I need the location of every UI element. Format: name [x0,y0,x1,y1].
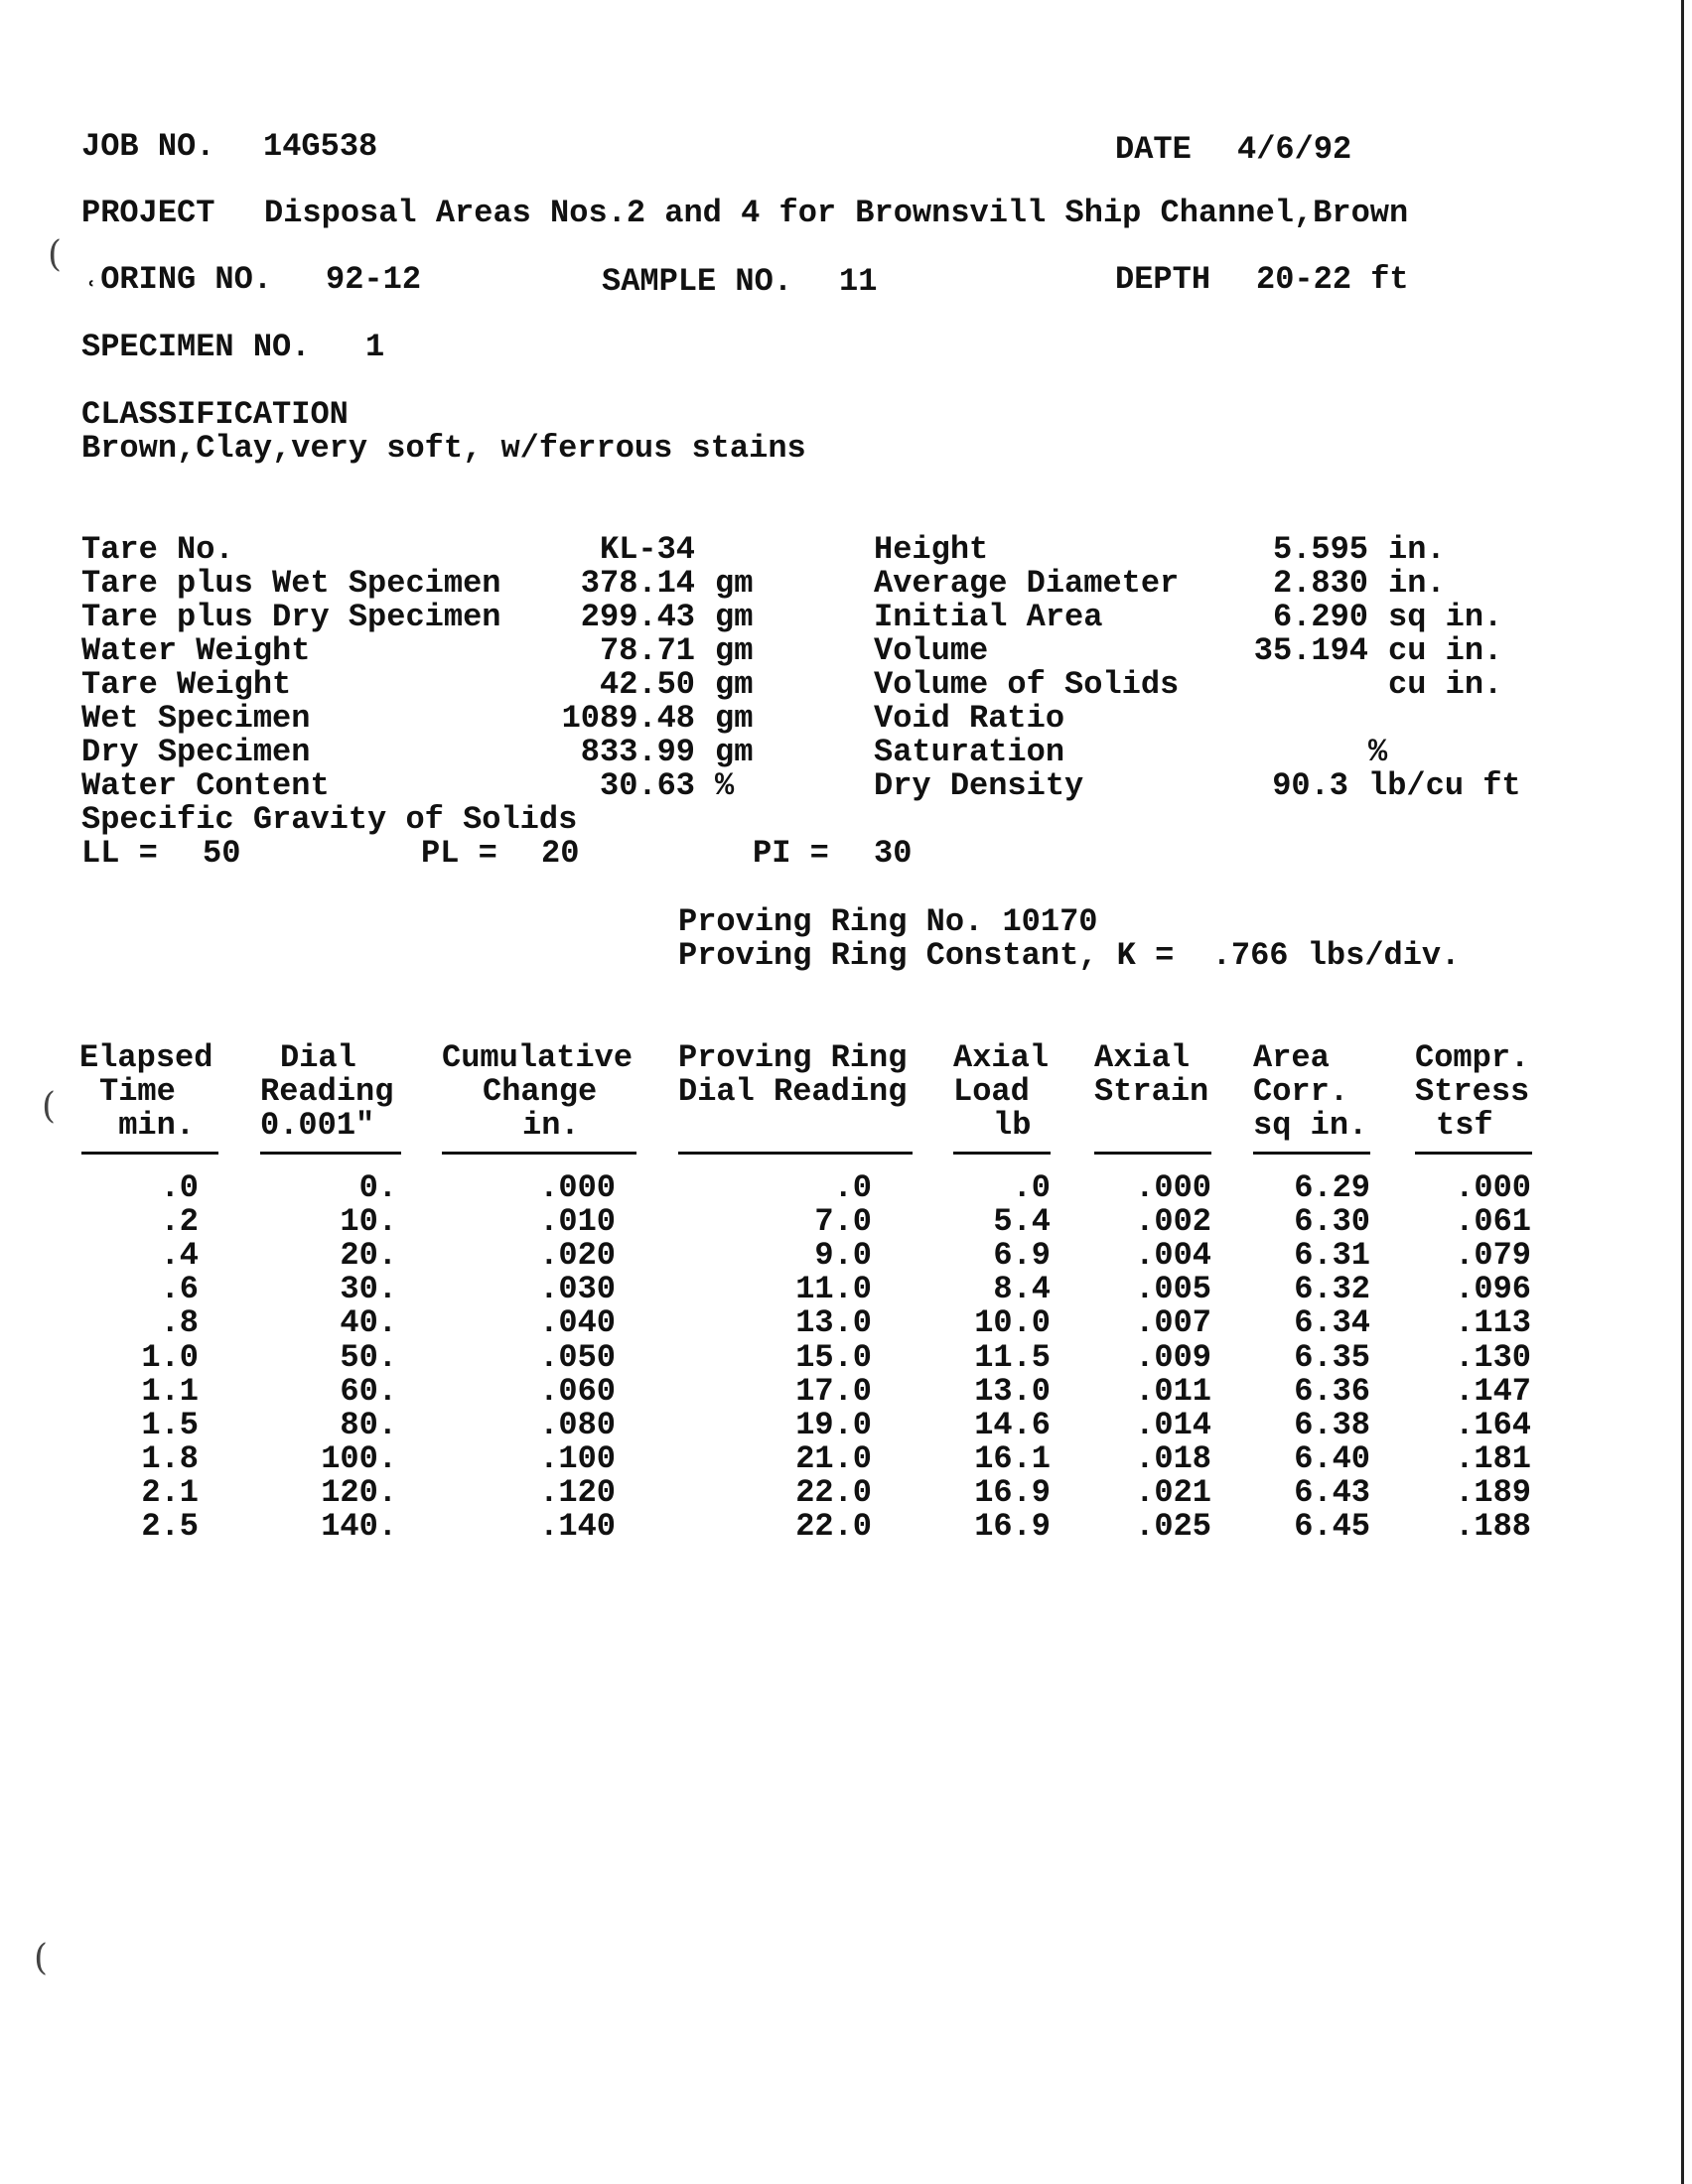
cell-cumulative-change: .140 [539,1508,616,1545]
cell-proving-ring-reading: 9.0 [814,1237,872,1275]
cell-proving-ring-reading: 11.0 [795,1271,872,1308]
cell-axial-load: 16.1 [974,1439,1051,1477]
cell-elapsed-time: .0 [160,1169,199,1206]
cell-compr-stress: .096 [1455,1271,1531,1308]
cell-axial-strain: .014 [1135,1406,1211,1443]
cell-elapsed-time: 2.5 [141,1508,199,1545]
cell-axial-strain: .021 [1135,1473,1211,1511]
cell-dial-reading: 10. [340,1203,397,1241]
cell-compr-stress: .130 [1455,1338,1531,1376]
cell-elapsed-time: .8 [160,1304,199,1342]
col-header-axial-load: lb [993,1107,1032,1144]
left-prop-label: Water Weight [81,632,311,669]
left-prop-label: Tare plus Wet Specimen [81,565,501,602]
cell-elapsed-time: 1.5 [141,1406,199,1443]
right-prop-unit: cu in. [1388,632,1503,669]
right-prop-value: 5.595 [1272,531,1368,568]
cell-dial-reading: 80. [340,1406,397,1443]
cell-elapsed-time: .2 [160,1203,199,1241]
cell-compr-stress: .147 [1455,1372,1531,1410]
cell-proving-ring-reading: 22.0 [795,1508,872,1545]
left-prop-unit: gm [715,599,754,635]
table-row [0,1306,1692,1340]
cell-dial-reading: 0. [358,1169,397,1206]
left-prop-label: Wet Specimen [81,700,311,737]
left-prop-unit: % [715,767,735,804]
left-prop-value: 30.63 [599,767,695,804]
cell-axial-strain: .005 [1135,1271,1211,1308]
col-header-elapsed: Time [99,1073,176,1110]
project-label: PROJECT [81,195,215,231]
header-rule [442,1152,636,1155]
header-rule [260,1152,401,1155]
col-header-dial: 0.001" [260,1107,375,1144]
cell-elapsed-time: 1.8 [141,1439,199,1477]
cell-axial-load: 16.9 [974,1473,1051,1511]
right-prop-label: Average Diameter [874,565,1180,602]
page-right-edge [1681,0,1684,2184]
cell-axial-load: 13.0 [974,1372,1051,1410]
job-number: 14G538 [263,128,378,165]
cell-cumulative-change: .020 [539,1237,616,1275]
col-header-stress: tsf [1436,1107,1493,1144]
cell-cumulative-change: .010 [539,1203,616,1241]
ll-value: 50 [203,835,241,872]
cell-compr-stress: .000 [1455,1169,1531,1206]
table-row [0,1338,1692,1376]
col-header-axial-strain: Strain [1094,1073,1209,1110]
pi-value: 30 [874,835,913,872]
sample-number: 11 [839,263,878,300]
cell-proving-ring-reading: 19.0 [795,1406,872,1443]
right-prop-label: Volume [874,632,989,669]
cell-area-corr: 6.45 [1294,1508,1370,1545]
specimen-label: SPECIMEN NO. [81,329,311,365]
margin-mark: ( [48,234,63,275]
classification-label: CLASSIFICATION [81,396,349,433]
cell-dial-reading: 100. [321,1439,397,1477]
col-header-area: sq in. [1253,1107,1368,1144]
col-header-elapsed: Elapsed [79,1039,213,1076]
cell-elapsed-time: 2.1 [141,1473,199,1511]
col-header-area: Area [1253,1039,1330,1076]
cell-axial-strain: .011 [1135,1372,1211,1410]
col-header-area: Corr. [1253,1073,1349,1110]
table-row [0,1439,1692,1477]
right-prop-unit: cu in. [1388,666,1503,703]
cell-dial-reading: 50. [340,1338,397,1376]
project-name: Disposal Areas Nos.2 and 4 for Brownsvill Ship Channel,Brown [264,195,1409,231]
left-prop-value: 42.50 [599,666,695,703]
header-rule [953,1152,1051,1155]
cell-axial-load: 16.9 [974,1508,1051,1545]
right-prop-unit: lb/cu ft [1368,767,1521,804]
table-row [0,1239,1692,1273]
left-prop-unit: gm [715,565,754,602]
col-header-proving-ring: Dial Reading [678,1073,908,1110]
cell-dial-reading: 30. [340,1271,397,1308]
header-rule [81,1152,218,1155]
right-prop-label: Initial Area [874,599,1103,635]
col-header-stress: Stress [1415,1073,1530,1110]
cell-dial-reading: 40. [340,1304,397,1342]
right-prop-label: Saturation [874,734,1065,770]
left-prop-value: 1089.48 [561,700,695,737]
cell-area-corr: 6.36 [1294,1372,1370,1410]
cell-cumulative-change: .080 [539,1406,616,1443]
left-prop-label: Specific Gravity of Solids [81,801,578,838]
table-row [0,1372,1692,1410]
cell-axial-load: 6.9 [993,1237,1051,1275]
right-prop-label: Height [874,531,989,568]
right-prop-unit: % [1368,734,1388,770]
cell-elapsed-time: 1.0 [141,1338,199,1376]
header-rule [1253,1152,1370,1155]
cell-elapsed-time: .4 [160,1237,199,1275]
left-prop-unit: gm [715,734,754,770]
cell-cumulative-change: .000 [539,1169,616,1206]
boring-label: ˓ORING NO. [81,261,273,298]
right-prop-unit: in. [1388,565,1446,602]
table-row [0,1205,1692,1239]
cell-compr-stress: .113 [1455,1304,1531,1342]
right-prop-unit: sq in. [1388,599,1503,635]
cell-axial-load: 14.6 [974,1406,1051,1443]
classification-text: Brown,Clay,very soft, w/ferrous stains [81,430,806,467]
left-prop-label: Tare Weight [81,666,292,703]
cell-axial-load: 5.4 [993,1203,1051,1241]
cell-proving-ring-reading: .0 [833,1169,872,1206]
depth-value: 20-22 ft [1256,261,1409,298]
right-prop-label: Dry Density [874,767,1084,804]
table-row [0,1273,1692,1306]
cell-proving-ring-reading: 15.0 [795,1338,872,1376]
cell-axial-strain: .018 [1135,1439,1211,1477]
right-prop-value: 90.3 [1272,767,1348,804]
cell-proving-ring-reading: 13.0 [795,1304,872,1342]
left-prop-value: 833.99 [580,734,695,770]
cell-compr-stress: .164 [1455,1406,1531,1443]
left-prop-label: Dry Specimen [81,734,311,770]
cell-axial-strain: .007 [1135,1304,1211,1342]
table-row [0,1171,1692,1205]
left-prop-label: Tare No. [81,531,234,568]
col-header-dial: Dial [280,1039,356,1076]
cell-axial-load: 10.0 [974,1304,1051,1342]
ll-label: LL = [81,835,158,872]
margin-mark: ( [42,1086,57,1127]
cell-area-corr: 6.43 [1294,1473,1370,1511]
pi-label: PI = [753,835,829,872]
col-header-axial-load: Load [953,1073,1030,1110]
cell-elapsed-time: .6 [160,1271,199,1308]
cell-compr-stress: .188 [1455,1508,1531,1545]
header-rule [1094,1152,1211,1155]
table-row [0,1473,1692,1511]
cell-cumulative-change: .040 [539,1304,616,1342]
col-header-elapsed: min. [99,1107,196,1144]
cell-area-corr: 6.31 [1294,1237,1370,1275]
sample-label: SAMPLE NO. [602,263,793,300]
left-prop-label: Tare plus Dry Specimen [81,599,501,635]
specimen-number: 1 [365,329,385,365]
cell-area-corr: 6.32 [1294,1271,1370,1308]
header-rule [1415,1152,1532,1155]
right-prop-value: 2.830 [1272,565,1368,602]
cell-axial-strain: .009 [1135,1338,1211,1376]
date-value: 4/6/92 [1237,131,1352,168]
depth-label: DEPTH [1115,261,1211,298]
cell-cumulative-change: .100 [539,1439,616,1477]
col-header-cumulative: Change [483,1073,598,1110]
cell-area-corr: 6.29 [1294,1169,1370,1206]
cell-axial-load: 11.5 [974,1338,1051,1376]
cell-axial-load: 8.4 [993,1271,1051,1308]
cell-proving-ring-reading: 17.0 [795,1372,872,1410]
col-header-axial-strain: Axial [1094,1039,1191,1076]
cell-cumulative-change: .060 [539,1372,616,1410]
date-label: DATE [1115,131,1192,168]
left-prop-unit: gm [715,632,754,669]
cell-compr-stress: .181 [1455,1439,1531,1477]
cell-area-corr: 6.38 [1294,1406,1370,1443]
col-header-dial: Reading [260,1073,394,1110]
pl-value: 20 [541,835,580,872]
col-header-cumulative: in. [522,1107,580,1144]
pl-label: PL = [421,835,497,872]
margin-mark: ( [34,1938,49,1979]
right-prop-unit: in. [1388,531,1446,568]
cell-dial-reading: 20. [340,1237,397,1275]
cell-dial-reading: 60. [340,1372,397,1410]
cell-cumulative-change: .050 [539,1338,616,1376]
boring-number: 92-12 [326,261,422,298]
right-prop-label: Void Ratio [874,700,1065,737]
left-prop-value: 378.14 [580,565,695,602]
cell-compr-stress: .061 [1455,1203,1531,1241]
cell-dial-reading: 120. [321,1473,397,1511]
col-header-proving-ring: Proving Ring [678,1039,908,1076]
cell-proving-ring-reading: 21.0 [795,1439,872,1477]
cell-axial-strain: .004 [1135,1237,1211,1275]
left-prop-unit: gm [715,666,754,703]
cell-compr-stress: .189 [1455,1473,1531,1511]
cell-proving-ring-reading: 7.0 [814,1203,872,1241]
right-prop-value: 35.194 [1253,632,1368,669]
left-prop-label: Water Content [81,767,330,804]
proving-ring-constant: Proving Ring Constant, K = .766 lbs/div. [678,937,1461,974]
col-header-cumulative: Cumulative [442,1039,634,1076]
cell-axial-strain: .025 [1135,1508,1211,1545]
cell-axial-strain: .000 [1135,1169,1211,1206]
left-prop-value: 299.43 [580,599,695,635]
job-label: JOB NO. [81,128,215,165]
cell-cumulative-change: .030 [539,1271,616,1308]
cell-area-corr: 6.35 [1294,1338,1370,1376]
table-row [0,1406,1692,1443]
cell-proving-ring-reading: 22.0 [795,1473,872,1511]
cell-axial-strain: .002 [1135,1203,1211,1241]
cell-cumulative-change: .120 [539,1473,616,1511]
header-rule [678,1152,913,1155]
col-header-stress: Compr. [1415,1039,1530,1076]
right-prop-value: 6.290 [1272,599,1368,635]
proving-ring-number: Proving Ring No. 10170 [678,903,1098,940]
cell-compr-stress: .079 [1455,1237,1531,1275]
cell-area-corr: 6.40 [1294,1439,1370,1477]
left-prop-value: 78.71 [599,632,695,669]
cell-axial-load: .0 [1012,1169,1051,1206]
right-prop-label: Volume of Solids [874,666,1180,703]
col-header-axial-load: Axial [953,1039,1050,1076]
cell-area-corr: 6.34 [1294,1304,1370,1342]
cell-area-corr: 6.30 [1294,1203,1370,1241]
cell-dial-reading: 140. [321,1508,397,1545]
left-prop-value: KL-34 [599,531,695,568]
left-prop-unit: gm [715,700,754,737]
cell-elapsed-time: 1.1 [141,1372,199,1410]
table-row [0,1510,1692,1544]
